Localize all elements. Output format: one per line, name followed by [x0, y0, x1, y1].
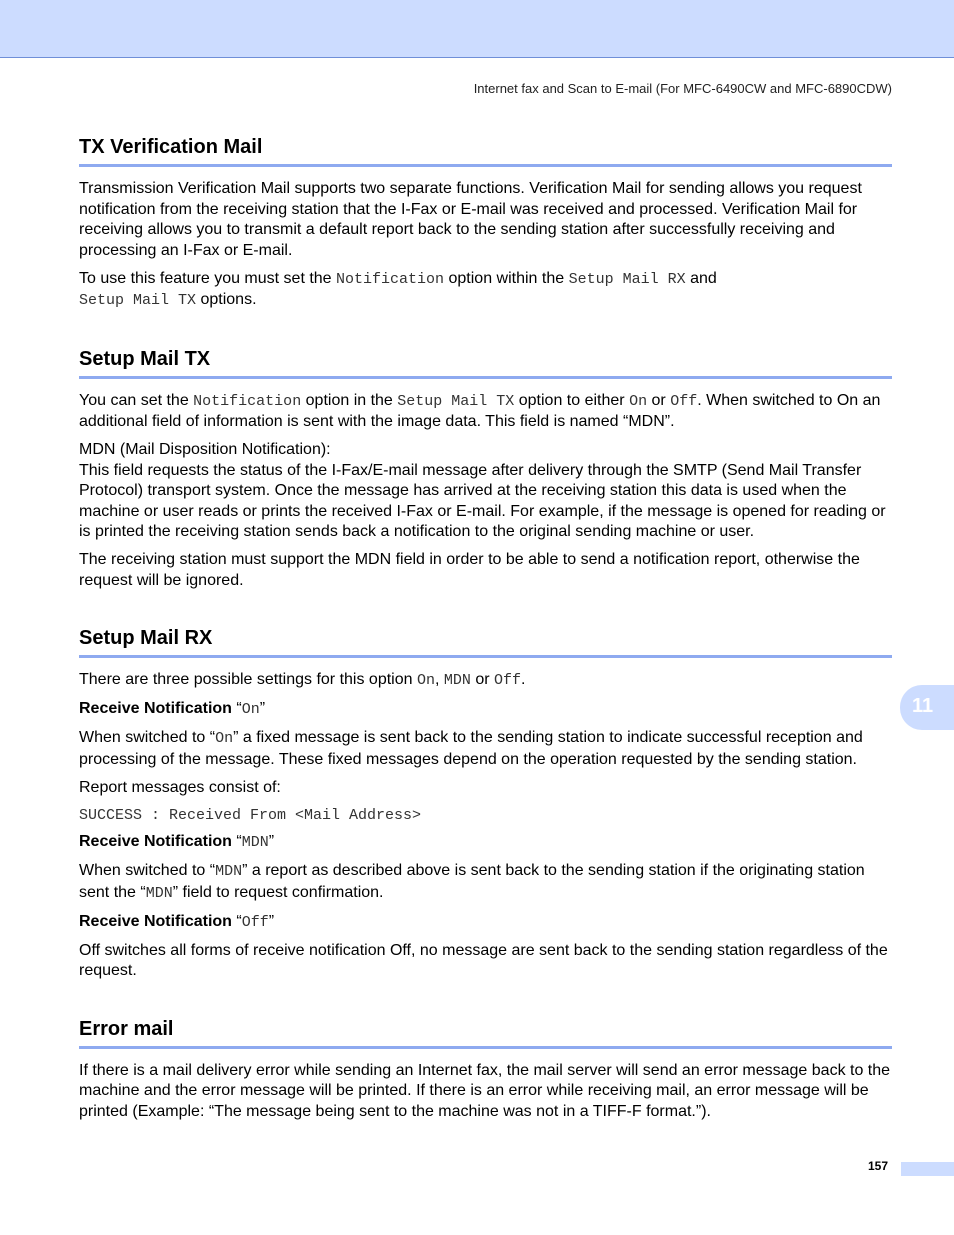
receive-on-paragraph: When switched to “On” a fixed message is sent back to the sending station to indicate successful reception and processing of the message. These fixed messages depend on the operation requested by the sending station. — [79, 729, 863, 768]
page-content — [79, 134, 892, 1130]
setup-tx-paragraph-3: The receiving station must support the MDN field in order to be able to send a notification report, otherwise the request will be ignored. — [79, 551, 860, 589]
heading-error-mail: Error mail — [79, 1016, 892, 1049]
code-setup-mail-tx: Setup Mail TX — [79, 292, 197, 309]
error-mail-paragraph: If there is a mail delivery error while sending an Internet fax, the mail server will send an error message back to the machine and the error message will be printed. If there is an error while receiving mail, an error message will be printed (Example: “The message being sent to the machine was not in a TIFF-F format.”). — [79, 1061, 891, 1120]
code-on: On — [416, 672, 435, 689]
subheading-receive-mdn: Receive Notification “MDN” — [79, 833, 275, 851]
setup-tx-paragraph-1: You can set the Notification option in the Setup Mail TX option to either On or Off. When switched to On an additional field of information is sent with the image data. This field is named “MDN”. — [79, 391, 881, 430]
heading-tx-verification-mail: TX Verification Mail — [79, 134, 892, 167]
receive-off-paragraph: Off switches all forms of receive notification Off, no message are sent back to the sending station regardless of the request. — [79, 941, 888, 979]
code-off: Off — [494, 672, 522, 689]
running-header: Internet fax and Scan to E-mail (For MFC-6490CW and MFC-6890CDW) — [473, 81, 892, 96]
setup-tx-paragraph-2: MDN (Mail Disposition Notification): This field requests the status of the I-Fax/E-mail message after delivery through the SMTP (Send Mail Transfer Protocol) transport system. Once the message has arrived at the receiving station this data is used when the machine or user reads or prints the received I-Fax or E-mail. For example, if the message is opened for reading or is printed the receiving station sends back a notification to the original sending machine or user. — [79, 441, 886, 540]
code-mdn: MDN — [443, 672, 471, 689]
page-tab-decoration — [901, 1162, 954, 1176]
tx-paragraph-1: Transmission Verification Mail supports two separate functions. Verification Mail for sending allows you request notification from the receiving station that the I-Fax or E-mail was received and processed. Verification Mail for receiving allows you to transmit a default report back to the sending station after successfully receiving and processing an I-Fax or E-mail. — [79, 180, 862, 259]
heading-setup-mail-tx: Setup Mail TX — [79, 346, 892, 379]
heading-setup-mail-rx: Setup Mail RX — [79, 625, 892, 658]
chapter-tab — [900, 685, 954, 730]
report-message-code: SUCCESS : Received From <Mail Address> — [79, 807, 422, 824]
page-number: 157 — [868, 1159, 889, 1173]
receive-mdn-paragraph: When switched to “MDN” a report as described above is sent back to the sending station if the originating station sent the “MDN” field to request confirmation. — [79, 862, 865, 902]
tx-paragraph-2: To use this feature you must set the Notification option within the Setup Mail RX and Setup Mail TX options. — [79, 269, 717, 309]
report-intro: Report messages consist of: — [79, 778, 281, 796]
code-setup-mail-tx: Setup Mail TX — [397, 392, 515, 410]
header-band — [0, 0, 954, 58]
setup-rx-intro: There are three possible settings for this option On, MDN or Off. — [79, 671, 526, 689]
code-notification: Notification — [336, 270, 445, 288]
code-off: Off — [670, 392, 698, 410]
subheading-receive-off: Receive Notification “Off” — [79, 912, 275, 931]
code-notification: Notification — [193, 392, 302, 410]
code-setup-mail-rx: Setup Mail RX — [568, 270, 686, 288]
subheading-receive-on: Receive Notification “On” — [79, 700, 266, 718]
code-on: On — [629, 392, 648, 410]
chapter-number: 11 — [912, 695, 934, 717]
